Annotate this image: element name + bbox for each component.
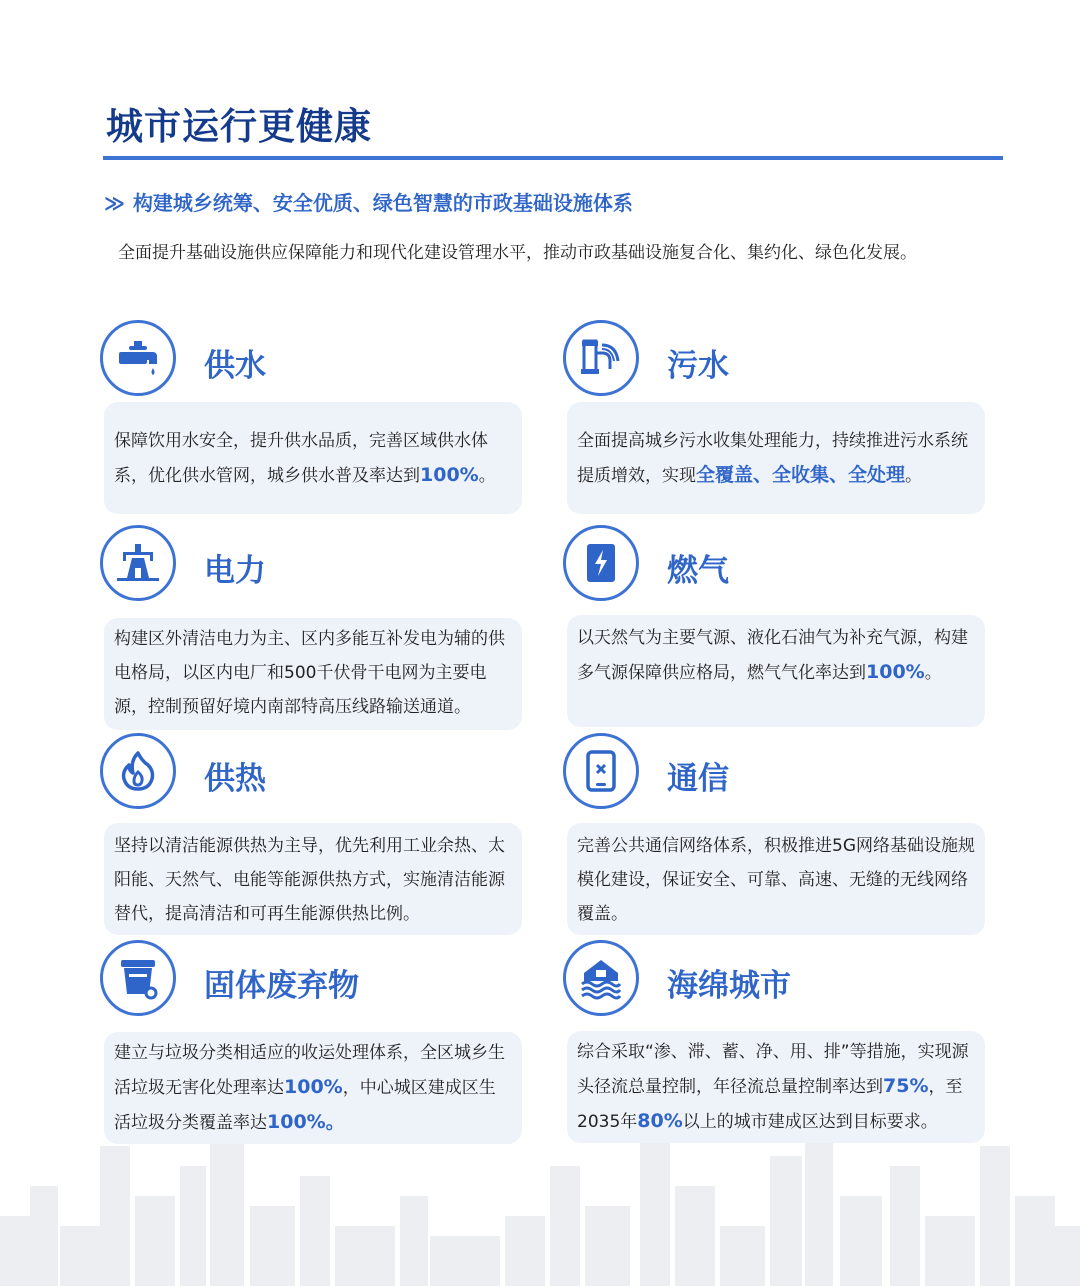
item-gas: [563, 525, 983, 730]
power-tower-icon: [100, 525, 176, 601]
item-description: 保障饮用水安全，提升供水品质，完善区域供水体系，优化供水管网，城乡供水普及率达到100%。: [104, 402, 522, 514]
item-description: 坚持以清洁能源供热为主导，优先利用工业余热、太阳能、天然气、电能等能源供热方式，实施清洁能源替代，提高清洁和可再生能源供热比例。: [104, 823, 522, 935]
trash-bin-icon: [100, 940, 176, 1016]
item-description: 完善公共通信网络体系，积极推进5G网络基础设施规模化建设，保证安全、可靠、高速、无缝的无线网络覆盖。: [567, 823, 985, 935]
item-title: 燃气: [667, 553, 729, 589]
item-heat: [100, 733, 520, 938]
sewage-pipe-icon: [563, 320, 639, 396]
item-title: 供水: [204, 348, 266, 384]
item-title: 污水: [667, 348, 729, 384]
item-description: 建立与垃圾分类相适应的收运处理体系，全区城乡生活垃圾无害化处理率达100%，中心城区建成区生活垃圾分类覆盖率达100%。: [104, 1032, 522, 1144]
item-title: 供热: [204, 761, 266, 797]
double-chevron-icon: ≫: [104, 191, 125, 215]
house-water-icon: [563, 940, 639, 1016]
item-description: 构建区外清洁电力为主、区内多能互补发电为辅的供电格局，以区内电厂和500千伏骨干电网为主要电源，控制预留好境内南部特高压线路输送通道。: [104, 618, 522, 730]
item-title: 固体废弃物: [204, 968, 359, 1004]
item-description: 全面提高城乡污水收集处理能力，持续推进污水系统提质增效，实现全覆盖、全收集、全处理。: [567, 402, 985, 514]
item-title: 电力: [204, 553, 266, 589]
section-heading: [104, 187, 633, 216]
item-sponge-city: [563, 940, 983, 1145]
item-telecom: [563, 733, 983, 938]
title-divider: [103, 156, 1003, 160]
mobile-device-icon: [563, 733, 639, 809]
item-title: 通信: [667, 761, 729, 797]
intro-paragraph: 全面提升基础设施供应保障能力和现代化建设管理水平，推动市政基础设施复合化、集约化、绿色化发展。: [118, 243, 917, 263]
section-heading-text: 构建城乡统筹、安全优质、绿色智慧的市政基础设施体系: [132, 191, 633, 215]
gas-tank-icon: [563, 525, 639, 601]
item-title: 海绵城市: [667, 968, 791, 1004]
page-title: 城市运行更健康: [106, 105, 372, 148]
item-sewage: [563, 320, 983, 515]
faucet-icon: [100, 320, 176, 396]
flame-icon: [100, 733, 176, 809]
item-power: [100, 525, 520, 730]
item-waste: [100, 940, 520, 1145]
item-water: [100, 320, 520, 515]
item-description: 以天然气为主要气源、液化石油气为补充气源，构建多气源保障供应格局，燃气气化率达到100%。: [567, 615, 985, 727]
item-description: 综合采取“渗、滞、蓄、净、用、排”等措施，实现源头径流总量控制，年径流总量控制率达到75%，至2035年80%以上的城市建成区达到目标要求。: [567, 1031, 985, 1143]
